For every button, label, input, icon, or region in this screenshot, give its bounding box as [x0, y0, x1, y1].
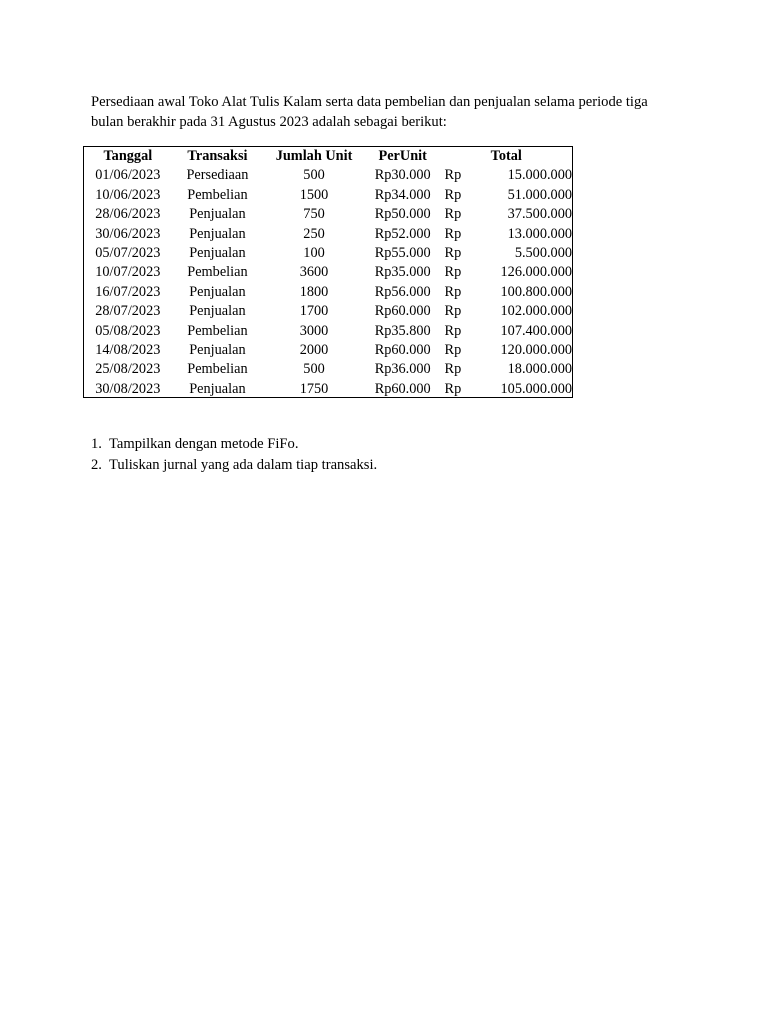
cell-jumlah-unit: 100	[303, 245, 325, 262]
inventory-table-box	[83, 146, 573, 398]
cell-total: 107.400.000	[500, 322, 572, 339]
cell-rp: Rp	[444, 342, 462, 359]
task-text: Tampilkan dengan metode FiFo.	[109, 436, 299, 452]
cell-jumlah-unit: 1800	[299, 283, 329, 300]
cell-jumlah-unit: 750	[303, 206, 325, 223]
intro-line-2: bulan berakhir pada 31 Agustus 2023 adalah sebagai berikut:	[91, 114, 447, 130]
cell-per-unit: Rp60.000	[374, 342, 431, 359]
cell-per-unit: Rp50.000	[374, 206, 431, 223]
cell-transaksi: Pembelian	[187, 264, 248, 281]
cell-transaksi: Penjualan	[189, 380, 246, 397]
intro-line-1: Persediaan awal Toko Alat Tulis Kalam serta data pembelian dan penjualan selama periode tiga	[91, 94, 648, 110]
cell-jumlah-unit: 500	[303, 361, 325, 378]
cell-transaksi: Pembelian	[187, 361, 248, 378]
cell-per-unit: Rp55.000	[374, 245, 431, 262]
cell-transaksi: Penjualan	[189, 225, 246, 242]
table-header-row	[84, 147, 572, 166]
table-row	[84, 244, 572, 263]
cell-total: 102.000.000	[500, 303, 572, 320]
cell-tanggal: 25/08/2023	[95, 361, 161, 378]
task-text: Tuliskan jurnal yang ada dalam tiap transaksi.	[109, 457, 378, 473]
cell-jumlah-unit: 1700	[299, 303, 329, 320]
cell-jumlah-unit: 1750	[299, 380, 329, 397]
cell-tanggal: 10/07/2023	[95, 264, 161, 281]
cell-transaksi: Persediaan	[186, 167, 249, 184]
cell-per-unit: Rp35.800	[374, 322, 431, 339]
cell-rp: Rp	[444, 283, 462, 300]
cell-rp: Rp	[444, 206, 462, 223]
cell-per-unit: Rp60.000	[374, 303, 431, 320]
table-row	[84, 205, 572, 224]
table-row	[84, 166, 572, 185]
task-item	[91, 455, 377, 476]
cell-jumlah-unit: 500	[303, 167, 325, 184]
cell-tanggal: 16/07/2023	[95, 283, 161, 300]
cell-tanggal: 28/07/2023	[95, 303, 161, 320]
cell-jumlah-unit: 1500	[299, 186, 329, 203]
header-transaksi: Transaksi	[187, 148, 248, 164]
header-tanggal: Tanggal	[103, 148, 153, 164]
header-total: Total	[490, 148, 522, 164]
header-jumlah-unit: Jumlah Unit	[275, 148, 353, 164]
cell-per-unit: Rp34.000	[374, 186, 431, 203]
cell-total: 100.800.000	[500, 283, 572, 300]
cell-transaksi: Penjualan	[189, 206, 246, 223]
cell-rp: Rp	[444, 303, 462, 320]
cell-jumlah-unit: 3000	[299, 322, 329, 339]
task-number: 2.	[91, 457, 102, 473]
cell-transaksi: Penjualan	[189, 342, 246, 359]
cell-total: 18.000.000	[507, 361, 572, 378]
cell-tanggal: 05/07/2023	[95, 245, 161, 262]
header-per-unit: PerUnit	[378, 148, 427, 164]
table-row	[84, 283, 572, 302]
cell-transaksi: Pembelian	[187, 186, 248, 203]
table-body	[84, 166, 572, 399]
cell-total: 126.000.000	[500, 264, 572, 281]
cell-rp: Rp	[444, 361, 462, 378]
cell-rp: Rp	[444, 186, 462, 203]
cell-tanggal: 14/08/2023	[95, 342, 161, 359]
cell-rp: Rp	[444, 167, 462, 184]
table-row	[84, 341, 572, 360]
cell-per-unit: Rp56.000	[374, 283, 431, 300]
cell-transaksi: Penjualan	[189, 283, 246, 300]
table-row	[84, 380, 572, 399]
cell-per-unit: Rp52.000	[374, 225, 431, 242]
table-row	[84, 186, 572, 205]
cell-per-unit: Rp36.000	[374, 361, 431, 378]
cell-total: 51.000.000	[507, 186, 572, 203]
cell-rp: Rp	[444, 322, 462, 339]
task-number: 1.	[91, 436, 102, 452]
table-row	[84, 360, 572, 379]
table-row	[84, 225, 572, 244]
table-row	[84, 302, 572, 321]
cell-total: 5.500.000	[514, 245, 572, 262]
cell-jumlah-unit: 2000	[299, 342, 329, 359]
cell-rp: Rp	[444, 225, 462, 242]
cell-total: 120.000.000	[500, 342, 572, 359]
table-row	[84, 263, 572, 282]
cell-tanggal: 30/08/2023	[95, 380, 161, 397]
cell-total: 37.500.000	[507, 206, 572, 223]
cell-rp: Rp	[444, 264, 462, 281]
cell-total: 105.000.000	[500, 380, 572, 397]
inventory-table	[84, 147, 572, 399]
cell-per-unit: Rp35.000	[374, 264, 431, 281]
cell-tanggal: 28/06/2023	[95, 206, 161, 223]
cell-jumlah-unit: 250	[303, 225, 325, 242]
cell-tanggal: 10/06/2023	[95, 186, 161, 203]
cell-tanggal: 30/06/2023	[95, 225, 161, 242]
cell-rp: Rp	[444, 380, 462, 397]
cell-tanggal: 05/08/2023	[95, 322, 161, 339]
intro-paragraph	[91, 92, 691, 132]
cell-jumlah-unit: 3600	[299, 264, 329, 281]
cell-per-unit: Rp60.000	[374, 380, 431, 397]
cell-total: 13.000.000	[507, 225, 572, 242]
task-item	[91, 434, 377, 455]
cell-transaksi: Pembelian	[187, 322, 248, 339]
cell-per-unit: Rp30.000	[374, 167, 431, 184]
table-row	[84, 322, 572, 341]
cell-tanggal: 01/06/2023	[95, 167, 161, 184]
cell-transaksi: Penjualan	[189, 303, 246, 320]
cell-rp: Rp	[444, 245, 462, 262]
task-list	[91, 434, 377, 476]
cell-transaksi: Penjualan	[189, 245, 246, 262]
cell-total: 15.000.000	[507, 167, 572, 184]
